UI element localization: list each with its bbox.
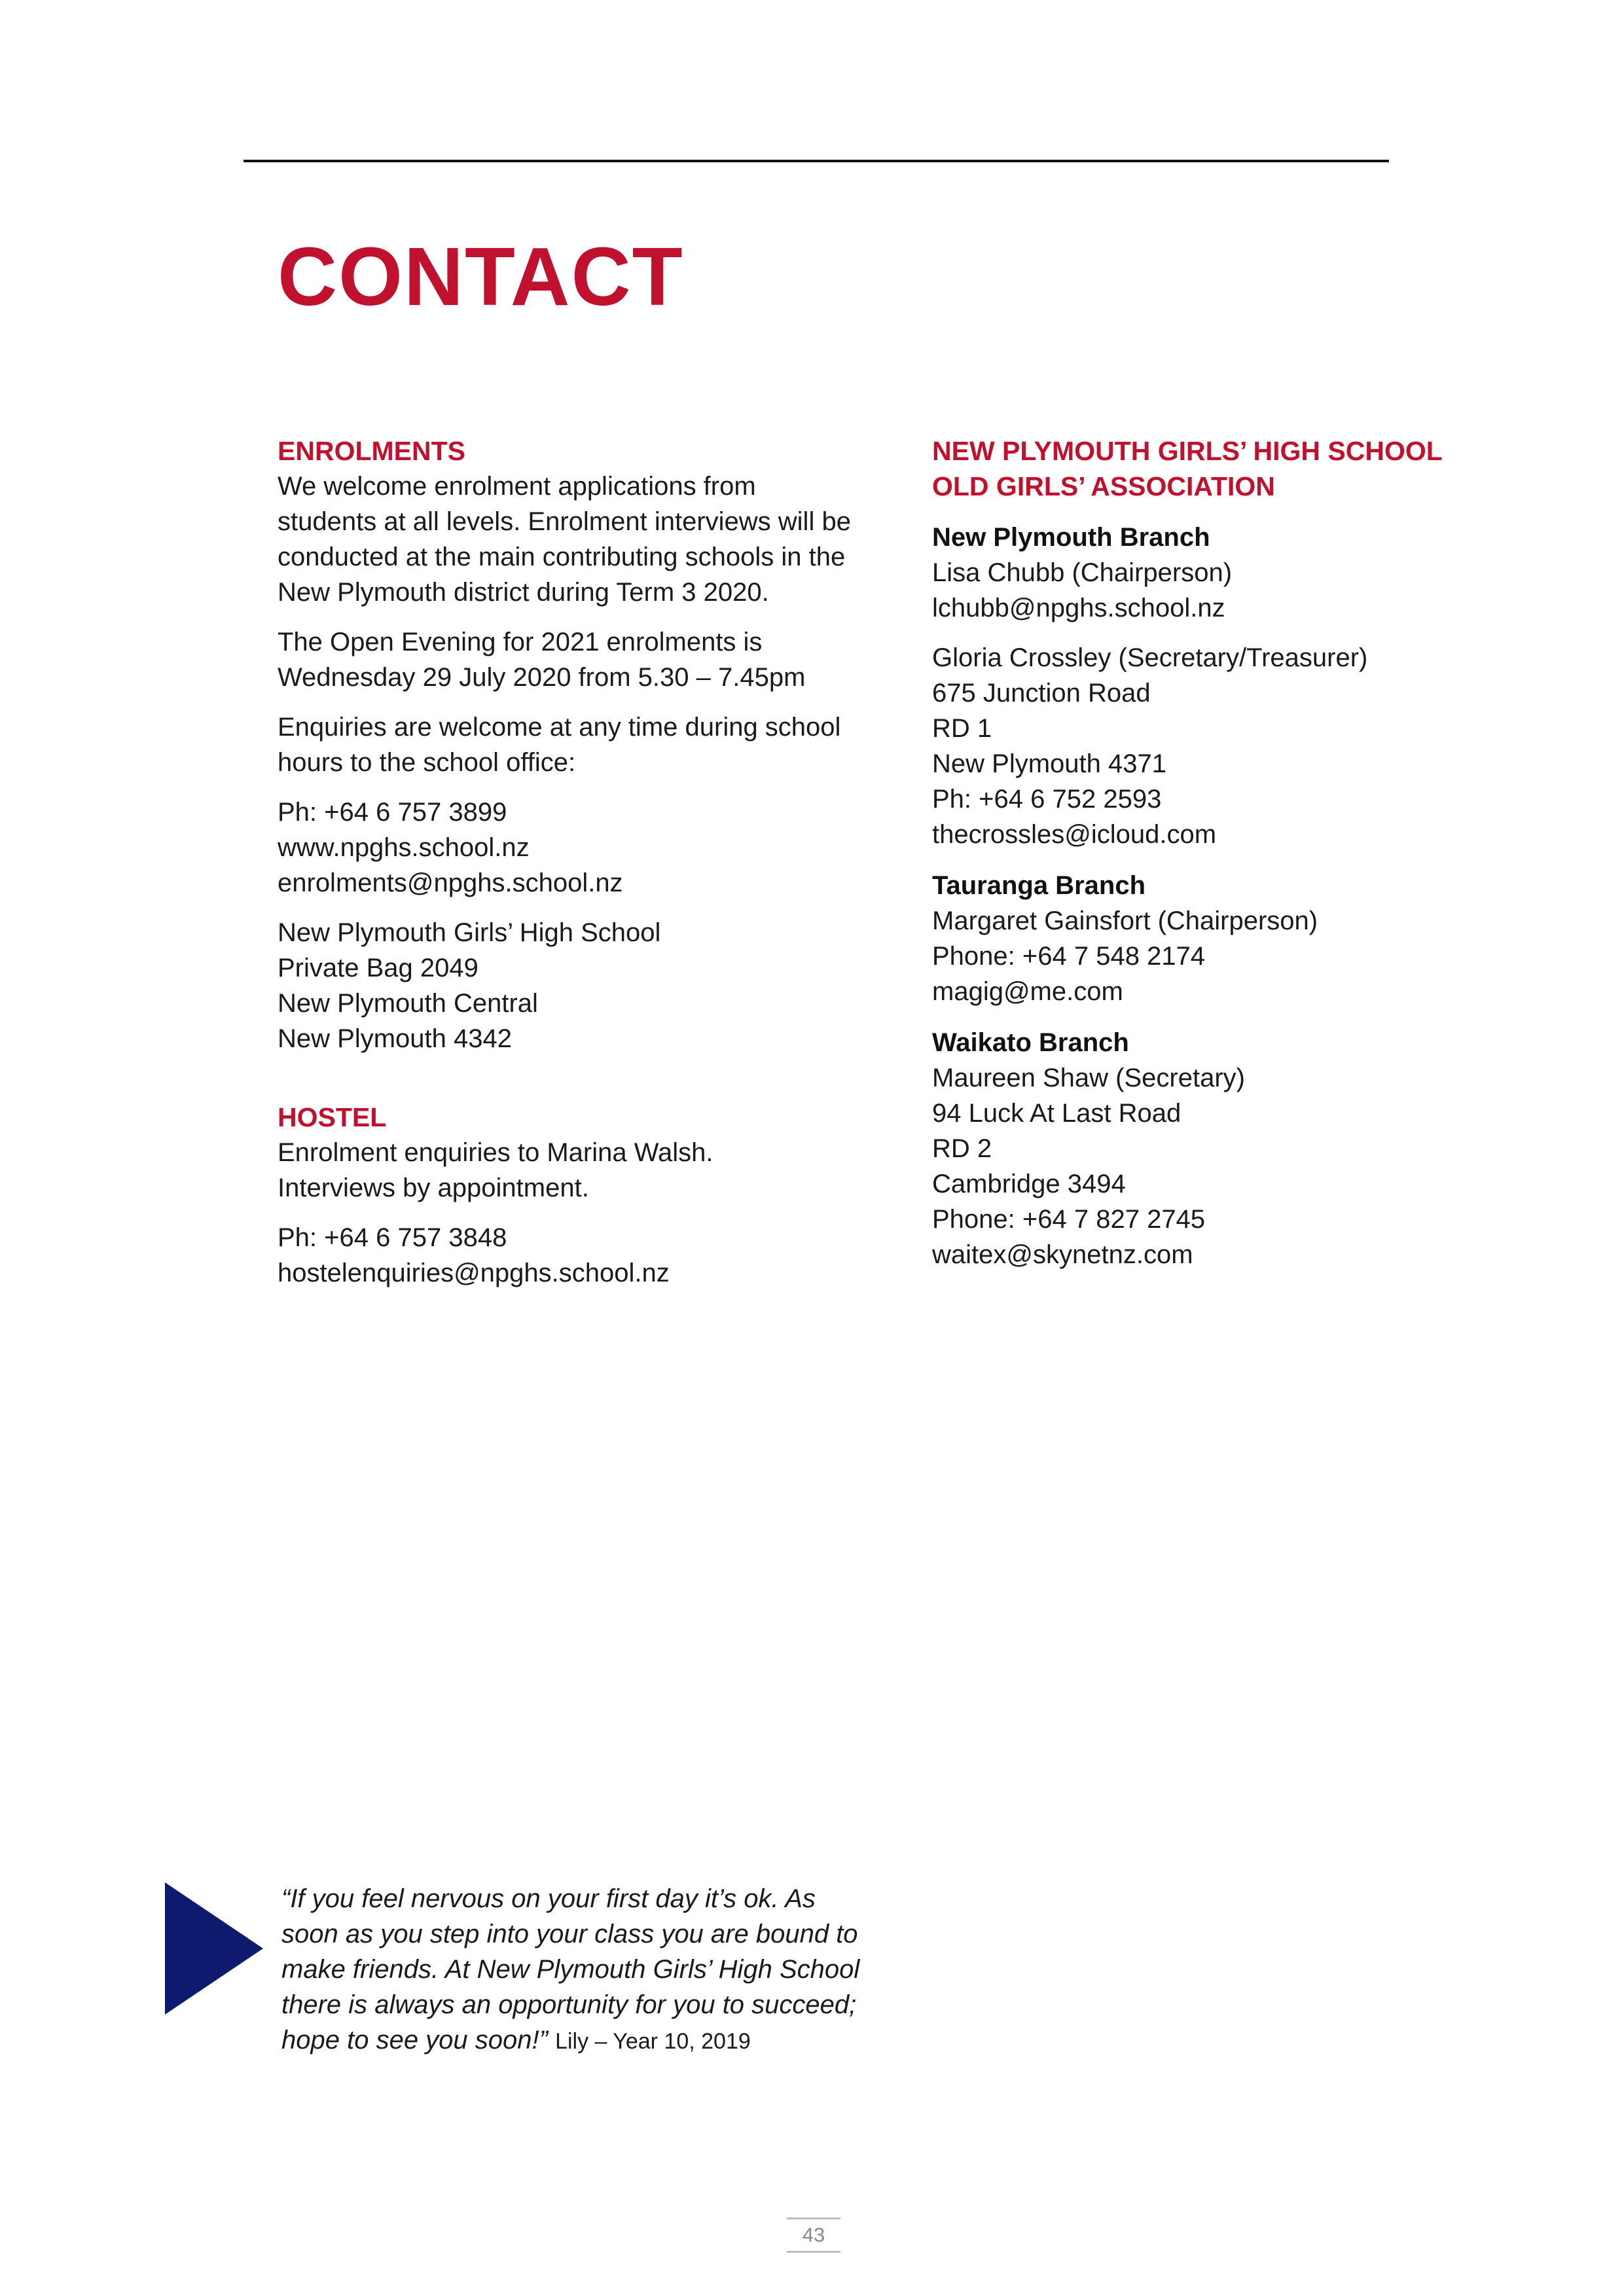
address-line: 94 Luck At Last Road — [932, 1099, 1182, 1128]
waikato-branch-heading: Waikato Branch — [932, 1028, 1129, 1057]
student-quote — [281, 1881, 936, 2059]
quote-line: hope to see you soon!” — [281, 2026, 548, 2054]
quote-line: there is always an opportunity for you to succeed; — [281, 1990, 857, 2019]
text-line: Wednesday 29 July 2020 from 5.30 – 7.45pm — [278, 663, 806, 692]
np-secretary-block — [932, 640, 1561, 852]
text-line: New Plymouth district during Term 3 2020. — [278, 578, 769, 607]
association-heading-line-1: NEW PLYMOUTH GIRLS’ HIGH SCHOOL — [932, 436, 1443, 466]
association-heading-line-2: OLD GIRLS’ ASSOCIATION — [932, 471, 1275, 501]
top-rule — [244, 160, 1389, 162]
page-number-rule-bottom — [787, 2251, 840, 2253]
hostel-email-link[interactable]: hostelenquiries@npghs.school.nz — [278, 1259, 670, 1287]
text-line: students at all levels. Enrolment interviews will be — [278, 507, 851, 536]
quote-line: make friends. At New Plymouth Girls’ High School — [281, 1955, 860, 1984]
left-column — [278, 433, 906, 1291]
address-line: New Plymouth Girls’ High School — [278, 918, 661, 947]
np-phone: Ph: +64 6 752 2593 — [932, 785, 1162, 814]
school-phone: Ph: +64 6 757 3899 — [278, 798, 507, 827]
right-column — [932, 433, 1561, 1272]
waikato-email-link[interactable]: waitex@skynetnz.com — [932, 1240, 1193, 1269]
address-line: RD 2 — [932, 1134, 992, 1163]
address-line: Cambridge 3494 — [932, 1170, 1126, 1198]
tauranga-phone: Phone: +64 7 548 2174 — [932, 942, 1206, 971]
text-line: Enrolment enquiries to Marina Walsh. — [278, 1138, 713, 1167]
address-line: New Plymouth 4342 — [278, 1024, 512, 1053]
np-chair-email-link[interactable]: lchubb@npghs.school.nz — [932, 594, 1225, 622]
tauranga-branch-heading: Tauranga Branch — [932, 871, 1146, 900]
address-line: RD 1 — [932, 714, 992, 743]
enquiries-info — [278, 709, 906, 780]
page-number: 43 — [802, 2223, 825, 2246]
page-number-block — [787, 2217, 840, 2253]
school-contact — [278, 795, 906, 901]
np-secretary: Gloria Crossley (Secretary/Treasurer) — [932, 643, 1368, 672]
tauranga-email-link[interactable]: magig@me.com — [932, 977, 1123, 1006]
np-chair: Lisa Chubb (Chairperson) — [932, 558, 1233, 587]
enrolments-intro — [278, 469, 906, 610]
enrolments-email-link[interactable]: enrolments@npghs.school.nz — [278, 869, 623, 897]
play-triangle-icon — [165, 1882, 263, 2015]
school-address — [278, 915, 906, 1056]
address-line: New Plymouth Central — [278, 989, 538, 1018]
open-evening-info — [278, 624, 906, 695]
hostel-heading: HOSTEL — [278, 1102, 387, 1132]
text-line: We welcome enrolment applications from — [278, 472, 756, 501]
address-line: Private Bag 2049 — [278, 954, 478, 982]
page-title: CONTACT — [278, 230, 684, 323]
new-plymouth-branch-heading: New Plymouth Branch — [932, 523, 1210, 552]
address-line: 675 Junction Road — [932, 679, 1151, 708]
waikato-phone: Phone: +64 7 827 2745 — [932, 1205, 1206, 1234]
np-email-link[interactable]: thecrossles@icloud.com — [932, 820, 1217, 849]
enrolments-heading: ENROLMENTS — [278, 436, 465, 466]
school-website-link[interactable]: www.npghs.school.nz — [278, 833, 530, 862]
quote-attribution: Lily – Year 10, 2019 — [555, 2029, 751, 2054]
quote-line: “If you feel nervous on your first day it’s ok. As — [281, 1884, 816, 1913]
text-line: Enquiries are welcome at any time during school — [278, 713, 841, 742]
hostel-info — [278, 1135, 906, 1206]
hostel-phone: Ph: +64 6 757 3848 — [278, 1223, 507, 1252]
waikato-contact: Maureen Shaw (Secretary) — [932, 1064, 1245, 1092]
hostel-contact — [278, 1220, 906, 1291]
address-line: New Plymouth 4371 — [932, 749, 1166, 778]
text-line: Interviews by appointment. — [278, 1174, 589, 1202]
quote-line: soon as you step into your class you are bound to — [281, 1920, 858, 1948]
text-line: hours to the school office: — [278, 748, 576, 777]
tauranga-contact: Margaret Gainsfort (Chairperson) — [932, 906, 1318, 935]
text-line: The Open Evening for 2021 enrolments is — [278, 628, 763, 656]
text-line: conducted at the main contributing schools in the — [278, 543, 846, 571]
